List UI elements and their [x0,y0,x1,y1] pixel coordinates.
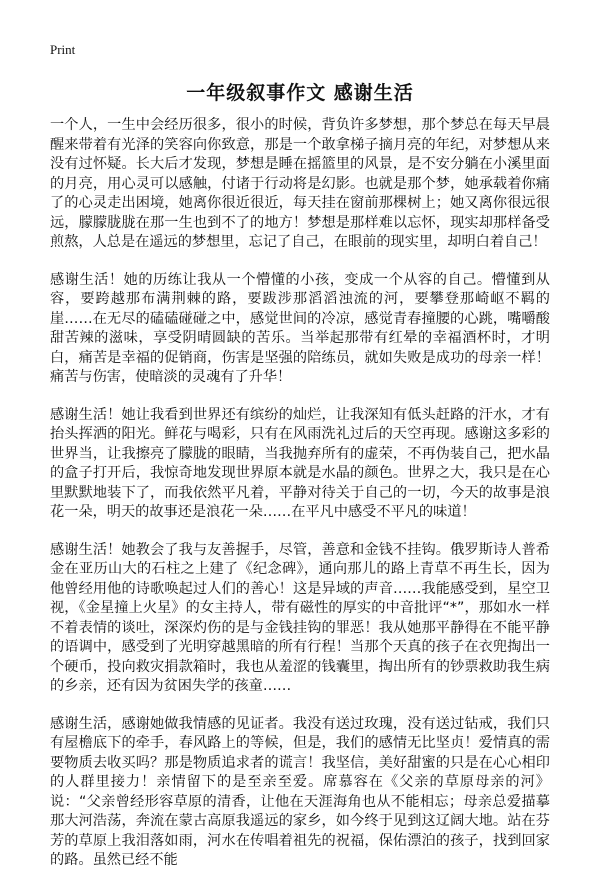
paragraph: 感谢生活！她教会了我与友善握手，尽管，善意和金钱不挂钩。俄罗斯诗人普希金在亚历山大的石柱之上建了《纪念碑》，通向那儿的路上青草不再生长，因为他曾经用他的诗歌唤起过人们的善心！这是异域的声音……我能感受到，星空卫视，《金星撞上火星》的女主持人，带有磁性的厚实的中音批评“*”，那如水一样不着表情的谈吐，深深灼伤的是与金钱挂钩的罪恶！我从她那平静得在不能平静的语调中，感受到了光明穿越黑暗的所有行程！当那个天真的孩子在衣兜掏出一个硬币，投向救灾捐款箱时，我也从羞涩的钱囊里，掏出所有的钞票救助我生病的乡亲，还有因为贫困失学的孩童…… [50,541,550,694]
paragraph: 一个人，一生中会经历很多，很小的时候，背负许多梦想，那个梦总在每天早晨醒来带着有光泽的笑容向你致意，那是一个敢拿梯子摘月亮的年纪，对梦想从来没有过怀疑。长大后才发现，梦想是睡在摇篮里的风景，是不安分躺在小溪里面的月亮，用心灵可以感触，付诸于行动将是幻影。也就是那个梦，她承载着你痛了的心灵走出困境，她离你很近很近，每天挂在窗前那棵树上；她又离你很远很远，朦朦胧胧在那一生也到不了的地方！梦想是那样难以忘怀，现实却那样备受煎熬，人总是在遥远的梦想里，忘记了自己，在眼前的现实里，却明白着自己！ [50,117,550,250]
article-body [50,116,550,868]
paragraph: 感谢生活，感谢她做我情感的见证者。我没有送过玫瑰，没有送过钻戒，我们只有屋檐底下的牵手，春风路上的等候，但是，我们的感情无比坚贞！爱情真的需要物质去收买吗？那是物质追求者的谎言！我坚信，美好甜蜜的只是在心心相印的人群里接力！亲情留下的是至亲至爱。席慕容在《父亲的草原母亲的河》说：“父亲曾经形容草原的清香，让他在天涯海角也从不能相忘；母亲总爱描摹那大河浩荡，奔流在蒙古高原我遥远的家乡，如今终于见到这辽阔大地。站在芬芳的草原上我泪落如雨，河水在传唱着祖先的祝福，保佑漂泊的孩子，找到回家的路。虽然已经不能 [50,715,550,868]
paragraph: 感谢生活！她的历练让我从一个懵懂的小孩，变成一个从容的自己。懵懂到从容，要跨越那布满荆棘的路，要跋涉那滔滔浊流的河，要攀登那崎岖不羁的崖……在无尽的磕磕碰碰之中，感觉世间的冷凉，感觉青春撞腰的心跳，嘴嚼酸甜苦辣的滋味，享受阴晴圆缺的苦乐。当举起那带有红晕的幸福酒杯时，才明白，痛苦是幸福的促销商，伤害是坚强的陪练员，就如失败是成功的母亲一样！痛苦与伤害，使暗淡的灵魂有了升华！ [50,271,550,385]
paragraph: 感谢生活！她让我看到世界还有缤纷的灿烂，让我深知有低头赶路的汗水，才有抬头挥洒的阳光。鲜花与喝彩，只有在风雨洗礼过后的天空再现。感谢这多彩的世界当，让我擦亮了朦胧的眼睛，当我抛弃所有的虚荣，不再伪装自己，把水晶的盒子打开后，我惊奇地发现世界原本就是水晶的颜色。世界之大，我只是在心里默默地装下了，而我依然平凡着，平静对待关于自己的一切，今天的故事是浪花一朵，明天的故事还是浪花一朵……在平凡中感受不平凡的味道！ [50,406,550,520]
document-title: 一年级叙事作文 感谢生活 [186,82,414,104]
print-link[interactable]: Print [50,42,76,57]
